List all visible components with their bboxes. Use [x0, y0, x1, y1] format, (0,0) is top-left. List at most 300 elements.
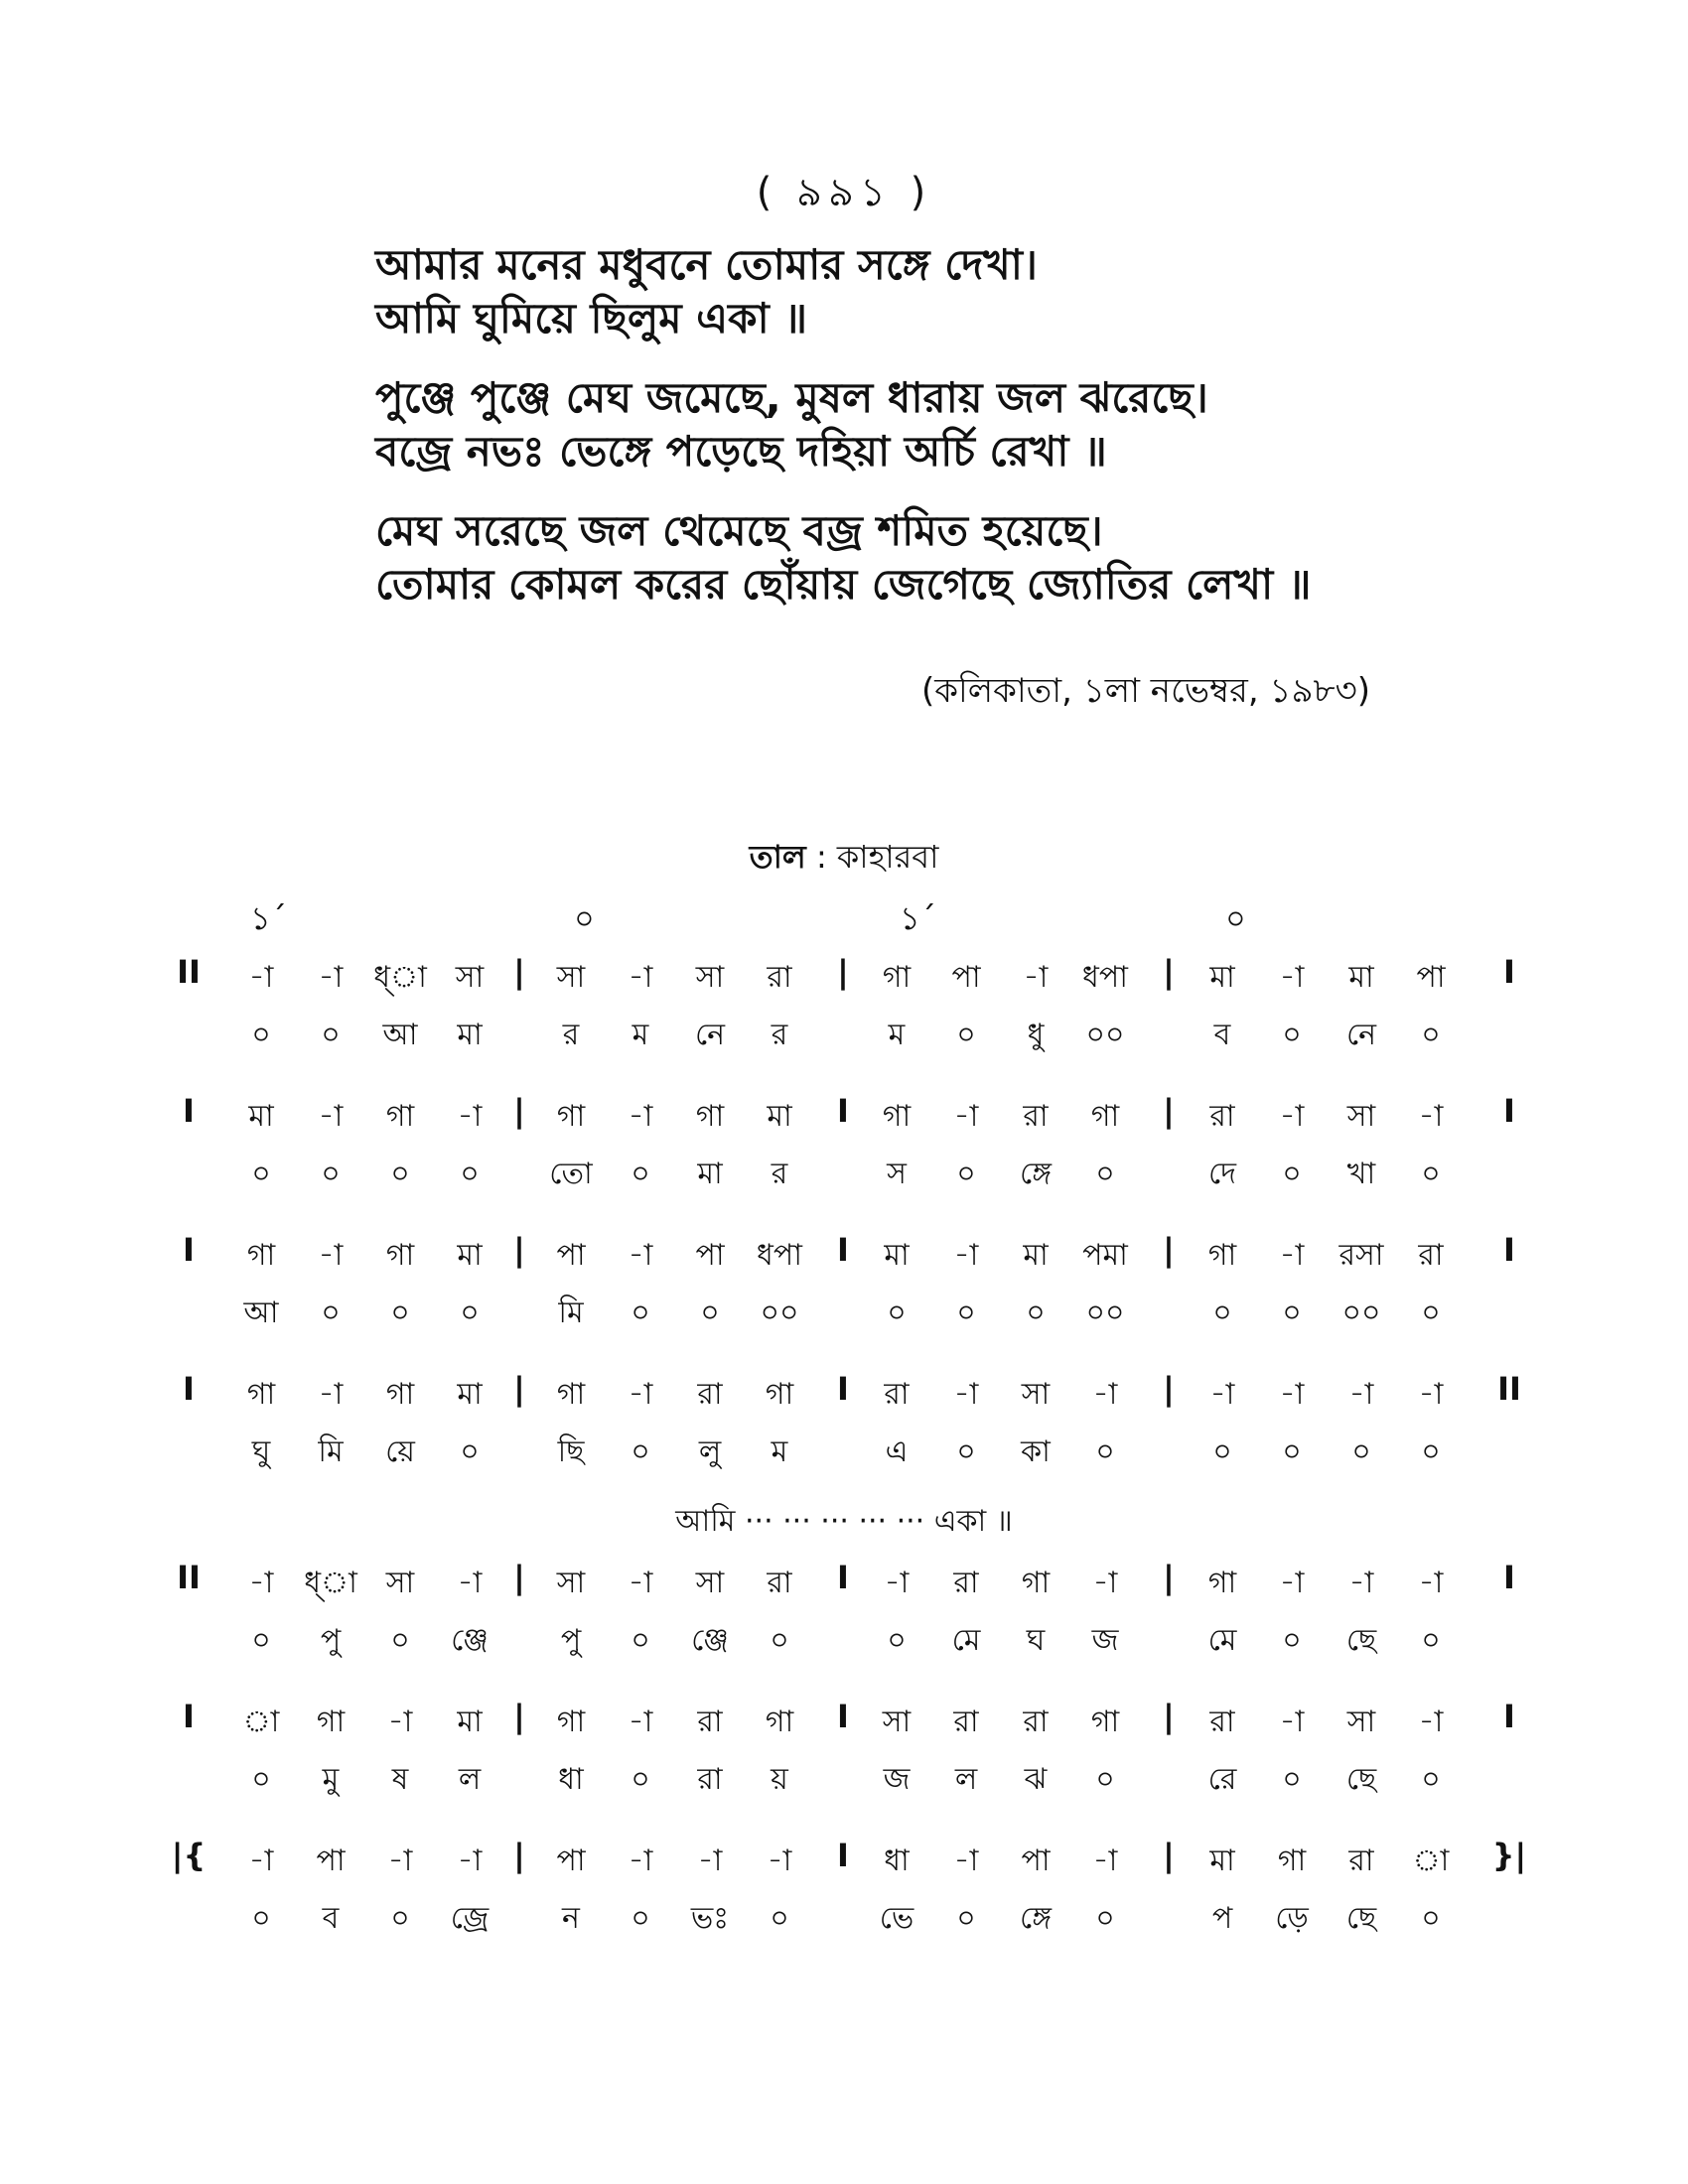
- syllable: ০: [631, 1434, 650, 1469]
- swara-note: রসা: [1338, 1238, 1384, 1273]
- syllable: ০: [956, 1901, 976, 1936]
- song-number: ( ৯৯১ ): [756, 170, 932, 215]
- syllable: ০: [1282, 1434, 1302, 1469]
- swara-note: গা: [385, 1238, 415, 1273]
- barline: |: [513, 1370, 525, 1408]
- syllable: ব: [1213, 1018, 1231, 1052]
- barline: I: [837, 1231, 849, 1269]
- swara-note: গা: [882, 1099, 912, 1134]
- syllable-line: [0, 1011, 1688, 1060]
- swara-note: পা: [556, 1238, 586, 1273]
- syllable: ০: [956, 1434, 976, 1469]
- barline: |: [513, 1231, 525, 1269]
- swara-note: া: [242, 1705, 280, 1739]
- lyric-line: আমার মনের মধুবনে তোমার সঙ্গে দেখা।: [375, 240, 1038, 289]
- syllable: ০০: [1085, 1296, 1125, 1330]
- syllable: খা: [1346, 1157, 1376, 1191]
- syllable: ০: [251, 1901, 271, 1936]
- syllable: ম: [632, 1018, 649, 1052]
- swara-note: -া: [697, 1843, 723, 1878]
- swara-line: [0, 1837, 1688, 1886]
- swara-note: -া: [1279, 1099, 1305, 1134]
- syllable-line: [0, 1894, 1688, 1944]
- swara-note: মা: [1209, 1843, 1235, 1878]
- syllable: ০: [1282, 1762, 1302, 1797]
- beat-mark: ১´: [900, 899, 936, 937]
- swara-note: -া: [628, 1566, 653, 1600]
- syllable: ০: [956, 1157, 976, 1191]
- start-barline: I: [183, 1370, 195, 1408]
- swara-note: মা: [884, 1238, 910, 1273]
- syllable: ম: [771, 1434, 788, 1469]
- swara-note: গা: [765, 1377, 794, 1412]
- syllable: ০: [1282, 1623, 1302, 1658]
- swara-note: রা: [1348, 1843, 1374, 1878]
- end-barline: I: [1503, 1698, 1515, 1735]
- syllable: ০: [390, 1157, 410, 1191]
- syllable: মি: [558, 1296, 584, 1330]
- swara-note: গা: [765, 1705, 794, 1739]
- swara-note: -া: [1348, 1377, 1374, 1412]
- notation-row: [0, 953, 1688, 1088]
- start-barline: II: [177, 1559, 201, 1596]
- swara-note: ধ্া: [304, 1566, 357, 1600]
- syllable: মে: [951, 1623, 981, 1658]
- swara-note: -া: [318, 1377, 344, 1412]
- syllable: ঙ্গে: [1019, 1157, 1053, 1191]
- syllable: ০০: [760, 1296, 799, 1330]
- swara-note: পা: [556, 1843, 586, 1878]
- syllable: ছে: [1345, 1762, 1377, 1797]
- barline: |: [1163, 1231, 1175, 1269]
- lyric-line: আমি ঘুমিয়ে ছিলুম একা ॥: [375, 294, 808, 342]
- barline: |: [513, 1698, 525, 1735]
- lyric-line: তোমার কোমল করের ছোঁয়ায় জেগেছে জ্যোতির লেখা ॥: [375, 560, 1312, 609]
- swara-note: -া: [1279, 960, 1305, 995]
- syllable: ন: [562, 1901, 580, 1936]
- barline: |: [1163, 1092, 1175, 1130]
- syllable: ০: [321, 1018, 341, 1052]
- swara-note: সা: [1346, 1099, 1376, 1134]
- syllable: ল: [954, 1762, 978, 1797]
- swara-note: রা: [1023, 1099, 1049, 1134]
- swara-note: ধপা: [757, 1238, 802, 1273]
- barline: I: [837, 1698, 849, 1735]
- syllable: ০: [956, 1296, 976, 1330]
- syllable: ঞ্জে: [691, 1623, 729, 1658]
- syllable: ০: [1095, 1901, 1115, 1936]
- syllable: স: [887, 1157, 907, 1191]
- swara-note: রা: [697, 1705, 723, 1739]
- syllable: ০: [1282, 1018, 1302, 1052]
- swara-note: -া: [1092, 1566, 1118, 1600]
- swara-note: -া: [884, 1566, 910, 1600]
- barline: |: [1163, 1559, 1175, 1596]
- swara-note: মা: [1209, 960, 1235, 995]
- swara-note: সা: [695, 1566, 725, 1600]
- swara-line: [0, 1559, 1688, 1608]
- swara-note: সা: [1021, 1377, 1051, 1412]
- syllable: মু: [322, 1762, 340, 1797]
- syllable: ০: [251, 1762, 271, 1797]
- swara-note: -া: [953, 1377, 979, 1412]
- end-barline: I: [1503, 1231, 1515, 1269]
- swara-note: ধ্া: [373, 960, 427, 995]
- refrain-line: আমি ··· ··· ··· ··· ··· একা ॥: [675, 1504, 1013, 1539]
- swara-note: গা: [1207, 1566, 1237, 1600]
- syllable: ড়ে: [1275, 1901, 1309, 1936]
- barline: I: [837, 1559, 849, 1596]
- syllable: ঞ্জে: [451, 1623, 489, 1658]
- syllable: ঙ্গে: [1019, 1901, 1053, 1936]
- syllable: ভঃ: [690, 1901, 730, 1936]
- syllable: নে: [694, 1018, 726, 1052]
- syllable: জ: [883, 1762, 911, 1797]
- syllable: ০: [390, 1901, 410, 1936]
- start-barline: I: [183, 1698, 195, 1735]
- syllable: লু: [698, 1434, 722, 1469]
- barline: I: [837, 1837, 849, 1874]
- syllable: ০: [631, 1762, 650, 1797]
- syllable: ০: [770, 1901, 789, 1936]
- swara-note: -া: [767, 1843, 792, 1878]
- swara-note: রা: [953, 1566, 979, 1600]
- syllable: ০: [956, 1018, 976, 1052]
- swara-note: -া: [1348, 1566, 1374, 1600]
- place-date-note: (কলিকাতা, ১লা নভেম্বর, ১৯৮৩): [920, 671, 1370, 711]
- barline: |: [513, 1559, 525, 1596]
- syllable: ধা: [558, 1762, 584, 1797]
- notation-row: [0, 1698, 1688, 1833]
- syllable: ব: [322, 1901, 340, 1936]
- swara-note: রা: [1418, 1238, 1444, 1273]
- swara-note: গা: [385, 1377, 415, 1412]
- swara-note: সা: [455, 960, 485, 995]
- syllable: ০: [1212, 1296, 1232, 1330]
- swara-note: রা: [767, 1566, 792, 1600]
- syllable: ০০: [1341, 1296, 1381, 1330]
- swara-line: [0, 953, 1688, 1003]
- swara-note: -া: [1092, 1843, 1118, 1878]
- swara-note: পমা: [1082, 1238, 1128, 1273]
- swara-note: মা: [1023, 1238, 1049, 1273]
- syllable: ০: [1421, 1434, 1441, 1469]
- syllable: র: [771, 1157, 788, 1191]
- swara-note: রা: [697, 1377, 723, 1412]
- barline: I: [837, 1092, 849, 1130]
- lyric-line: পুঞ্জে পুঞ্জে মেঘ জমেছে, মুষল ধারায় জল ঝরেছে।: [375, 373, 1208, 422]
- syllable: ০: [1282, 1157, 1302, 1191]
- syllable: ছি: [557, 1434, 585, 1469]
- swara-note: গা: [1021, 1566, 1051, 1600]
- syllable: ০০: [1085, 1018, 1125, 1052]
- swara-note: -া: [1023, 960, 1049, 995]
- syllable: ০: [1421, 1018, 1441, 1052]
- swara-note: রা: [953, 1705, 979, 1739]
- syllable: রা: [697, 1762, 723, 1797]
- start-barline: II: [177, 953, 201, 991]
- tala-label: তাল: [749, 838, 806, 876]
- swara-line: [0, 1092, 1688, 1142]
- swara-note: গা: [556, 1705, 586, 1739]
- syllable: জ: [1091, 1623, 1119, 1658]
- swara-note: পা: [1416, 960, 1446, 995]
- beat-mark: ০: [574, 899, 595, 937]
- barline: |: [1163, 1370, 1175, 1408]
- syllable: ০: [1421, 1762, 1441, 1797]
- beat-mark: ০: [1225, 899, 1246, 937]
- swara-note: গা: [246, 1238, 276, 1273]
- syllable: র: [771, 1018, 788, 1052]
- syllable-line: [0, 1755, 1688, 1805]
- swara-note: গা: [316, 1705, 346, 1739]
- end-barline: II: [1497, 1370, 1521, 1408]
- syllable: ধু: [1027, 1018, 1045, 1052]
- syllable: ০: [321, 1157, 341, 1191]
- swara-note: সা: [695, 960, 725, 995]
- swara-note: -া: [318, 1099, 344, 1134]
- barline: |: [837, 953, 849, 991]
- swara-note: -া: [387, 1843, 413, 1878]
- syllable: ০: [631, 1901, 650, 1936]
- syllable: ঝ: [1024, 1762, 1048, 1797]
- swara-note: গা: [556, 1377, 586, 1412]
- swara-note: রা: [767, 960, 792, 995]
- syllable: ০: [1095, 1762, 1115, 1797]
- syllable: মা: [697, 1157, 723, 1191]
- swara-note: গা: [1207, 1238, 1237, 1273]
- swara-note: -া: [953, 1238, 979, 1273]
- swara-note: গা: [1090, 1705, 1120, 1739]
- swara-note: -া: [1209, 1377, 1235, 1412]
- swara-note: -া: [1418, 1566, 1444, 1600]
- syllable: ছে: [1345, 1623, 1377, 1658]
- swara-note: -া: [318, 960, 344, 995]
- notation-row: [0, 1837, 1688, 1972]
- syllable: ০: [1351, 1434, 1371, 1469]
- swara-line: [0, 1698, 1688, 1747]
- swara-note: রা: [1209, 1099, 1235, 1134]
- swara-note: -া: [1279, 1566, 1305, 1600]
- syllable: ভে: [879, 1901, 914, 1936]
- syllable: ০: [1026, 1296, 1046, 1330]
- swara-note: -া: [248, 960, 274, 995]
- tala-colon: :: [805, 838, 837, 876]
- swara-note: ধপা: [1082, 960, 1128, 995]
- swara-note: মা: [457, 1705, 483, 1739]
- swara-note: -া: [248, 1566, 274, 1600]
- end-barline: I: [1503, 1559, 1515, 1596]
- syllable: ০: [1421, 1901, 1441, 1936]
- barline: |: [513, 1092, 525, 1130]
- syllable: আ: [382, 1018, 418, 1052]
- syllable: ০: [631, 1157, 650, 1191]
- syllable: এ: [885, 1434, 909, 1469]
- start-barline: I: [183, 1092, 195, 1130]
- barline: |: [1163, 1837, 1175, 1874]
- syllable: তো: [549, 1157, 593, 1191]
- syllable: ০: [1421, 1157, 1441, 1191]
- syllable: ষ: [391, 1762, 409, 1797]
- stanza: [375, 504, 1468, 612]
- syllable: ০: [700, 1296, 720, 1330]
- swara-note: গা: [385, 1099, 415, 1134]
- syllable: ০: [390, 1296, 410, 1330]
- syllable: ঘু: [251, 1434, 271, 1469]
- tala-name: কাহারবা: [836, 838, 939, 876]
- swara-note: পা: [695, 1238, 725, 1273]
- swara-note: মা: [457, 1238, 483, 1273]
- end-barline: }|: [1491, 1837, 1527, 1874]
- syllable: ম: [888, 1018, 906, 1052]
- syllable: ০: [770, 1623, 789, 1658]
- syllable: নে: [1345, 1018, 1377, 1052]
- syllable: ছে: [1345, 1901, 1377, 1936]
- swara-line: [0, 1370, 1688, 1420]
- swara-note: -া: [318, 1238, 344, 1273]
- swara-note: -া: [953, 1843, 979, 1878]
- syllable: পু: [320, 1623, 342, 1658]
- syllable: ০: [460, 1157, 480, 1191]
- syllable: ০: [251, 1018, 271, 1052]
- beat-mark: ১´: [250, 899, 287, 937]
- swara-note: গা: [1090, 1099, 1120, 1134]
- syllable-line: [0, 1428, 1688, 1477]
- swara-note: -া: [1279, 1705, 1305, 1739]
- syllable-line: [0, 1150, 1688, 1199]
- syllable: আ: [243, 1296, 279, 1330]
- swara-note: -া: [1279, 1377, 1305, 1412]
- swara-note: গা: [882, 960, 912, 995]
- swara-note: রা: [1023, 1705, 1049, 1739]
- swara-note: মা: [248, 1099, 274, 1134]
- lyric-line: বজ্রে নভঃ ভেঙ্গে পড়েছে দহিয়া অর্চি রেখা ॥: [375, 427, 1107, 476]
- syllable: ০: [631, 1623, 650, 1658]
- swara-note: সা: [556, 1566, 586, 1600]
- notation-row: [0, 1559, 1688, 1694]
- syllable: ০: [390, 1623, 410, 1658]
- syllable: ০: [887, 1296, 907, 1330]
- syllable: ০: [251, 1157, 271, 1191]
- swara-note: গা: [556, 1099, 586, 1134]
- stanza: [375, 371, 1468, 478]
- notation-row: [0, 1231, 1688, 1366]
- swara-note: -া: [1418, 1099, 1444, 1134]
- swara-note: -া: [628, 1238, 653, 1273]
- tala-heading: [0, 832, 1688, 886]
- syllable: মে: [1207, 1623, 1237, 1658]
- barline: I: [837, 1370, 849, 1408]
- swara-note: রা: [1209, 1705, 1235, 1739]
- end-barline: I: [1503, 953, 1515, 991]
- syllable: ০: [251, 1623, 271, 1658]
- syllable: ০: [1421, 1623, 1441, 1658]
- syllable: ০: [1212, 1434, 1232, 1469]
- barline: |: [1163, 1698, 1175, 1735]
- swara-note: মা: [767, 1099, 792, 1134]
- syllable: কা: [1021, 1434, 1051, 1469]
- syllable: ০: [321, 1296, 341, 1330]
- syllable: ০: [460, 1296, 480, 1330]
- syllable: ঘ: [1026, 1623, 1046, 1658]
- syllable: ০: [460, 1434, 480, 1469]
- syllable: য়ে: [385, 1434, 415, 1469]
- syllable: মা: [457, 1018, 483, 1052]
- syllable: ল: [458, 1762, 482, 1797]
- syllable: ০: [631, 1296, 650, 1330]
- swara-note: -া: [628, 1843, 653, 1878]
- swara-note: -া: [953, 1099, 979, 1134]
- syllable: য়: [771, 1762, 788, 1797]
- swara-note: -া: [628, 960, 653, 995]
- swara-note: মা: [457, 1377, 483, 1412]
- swara-note: পা: [316, 1843, 346, 1878]
- swara-note: -া: [457, 1099, 483, 1134]
- swara-note: -া: [628, 1705, 653, 1739]
- end-barline: I: [1503, 1092, 1515, 1130]
- barline: |: [513, 953, 525, 991]
- syllable: জ্রে: [450, 1901, 490, 1936]
- swara-line: [0, 1231, 1688, 1281]
- swara-note: পা: [951, 960, 981, 995]
- barline: |: [1163, 953, 1175, 991]
- syllable: ০: [1095, 1434, 1115, 1469]
- swara-note: া: [1412, 1843, 1450, 1878]
- start-barline: I: [183, 1231, 195, 1269]
- lyrics-block: [375, 238, 1468, 637]
- notation-row: [0, 1370, 1688, 1505]
- syllable: ০: [1282, 1296, 1302, 1330]
- swara-note: গা: [246, 1377, 276, 1412]
- swara-note: সা: [385, 1566, 415, 1600]
- syllable: ০: [1421, 1296, 1441, 1330]
- syllable: প: [1211, 1901, 1233, 1936]
- syllable: ০: [887, 1623, 907, 1658]
- swara-note: ধা: [884, 1843, 910, 1878]
- swara-note: গা: [695, 1099, 725, 1134]
- swara-note: -া: [628, 1377, 653, 1412]
- syllable-line: [0, 1616, 1688, 1666]
- syllable: মি: [318, 1434, 344, 1469]
- syllable: রে: [1207, 1762, 1237, 1797]
- swara-note: -া: [457, 1843, 483, 1878]
- swara-note: রা: [884, 1377, 910, 1412]
- swara-note: পা: [1021, 1843, 1051, 1878]
- syllable: দে: [1208, 1157, 1236, 1191]
- swara-note: -া: [457, 1566, 483, 1600]
- swara-note: -া: [1418, 1377, 1444, 1412]
- swara-note: -া: [248, 1843, 274, 1878]
- swara-note: সা: [1346, 1705, 1376, 1739]
- swara-note: গা: [1277, 1843, 1307, 1878]
- syllable: পু: [560, 1623, 582, 1658]
- swara-note: -া: [1279, 1238, 1305, 1273]
- barline: |: [513, 1837, 525, 1874]
- swara-note: সা: [556, 960, 586, 995]
- syllable: র: [562, 1018, 580, 1052]
- beat-marks: [0, 893, 1688, 943]
- swara-note: -া: [1418, 1705, 1444, 1739]
- start-barline: |{: [171, 1837, 207, 1874]
- notation-row: [0, 1092, 1688, 1227]
- swara-note: -া: [387, 1705, 413, 1739]
- syllable: ০: [1095, 1157, 1115, 1191]
- syllable-line: [0, 1289, 1688, 1338]
- swara-note: -া: [1092, 1377, 1118, 1412]
- swara-note: সা: [882, 1705, 912, 1739]
- swara-note: মা: [1348, 960, 1374, 995]
- lyric-line: মেঘ সরেছে জল থেমেছে বজ্র শমিত হয়েছে।: [375, 506, 1103, 555]
